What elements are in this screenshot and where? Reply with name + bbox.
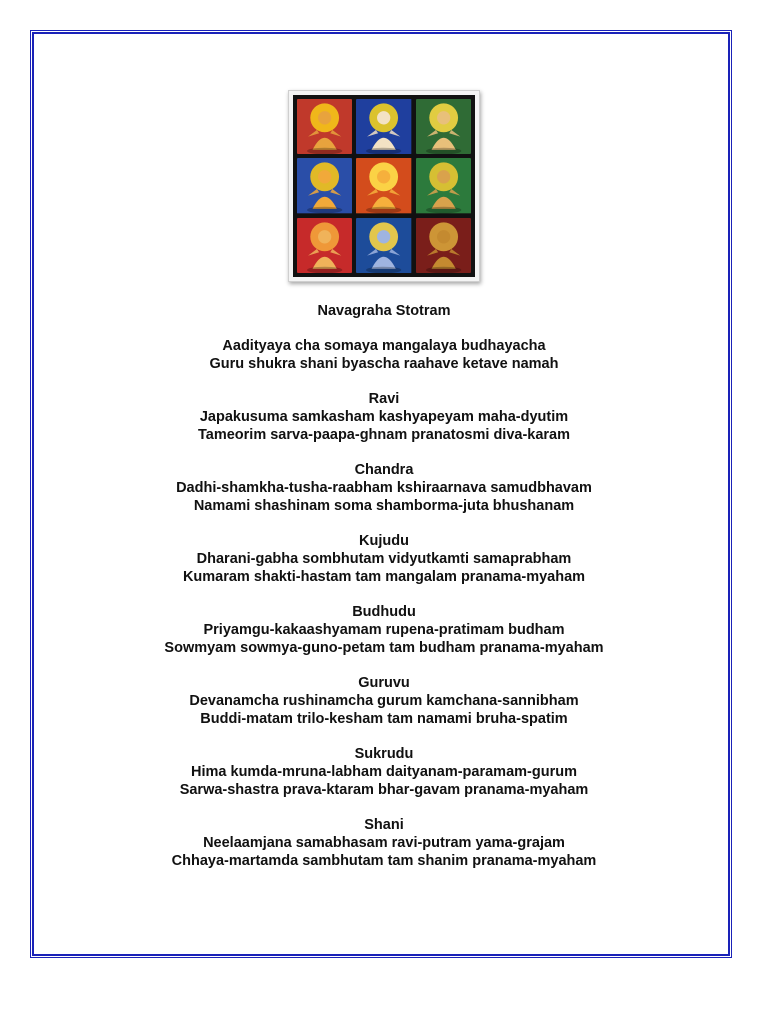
verse-line: Sowmyam sowmya-guno-petam tam budham pranama-myaham <box>164 640 604 656</box>
deity-tile <box>416 158 471 213</box>
verse-line: Sarwa-shastra prava-ktaram bhar-gavam pranama-myaham <box>179 782 589 798</box>
stanza-ravi <box>34 390 734 444</box>
verse-line: Tameorim sarva-paapa-ghnam pranatosmi diva-karam <box>197 427 571 443</box>
intro-line: Guru shukra shani byascha raahave ketave namah <box>209 356 559 372</box>
stanza-heading: Guruvu <box>358 675 410 691</box>
verse-line: Devanamcha rushinamcha gurum kamchana-sannibham <box>189 693 579 709</box>
stanza-sukrudu <box>34 745 734 799</box>
deity-tile <box>356 158 411 213</box>
deity-tile <box>416 99 471 154</box>
stanza-heading: Ravi <box>368 391 400 407</box>
deity-tile <box>356 99 411 154</box>
verse-line: Dadhi-shamkha-tusha-raabham kshiraarnava samudbhavam <box>176 480 592 496</box>
verse-line: Namami shashinam soma shamborma-juta bhushanam <box>193 498 575 514</box>
verse-line: Neelaamjana samabhasam ravi-putram yama-grajam <box>203 835 565 851</box>
stanza-budhudu <box>34 603 734 657</box>
verse-line: Hima kumda-mruna-labham daityanam-paramam-gurum <box>191 764 577 780</box>
stanza-chandra <box>34 461 734 515</box>
stanza-heading: Budhudu <box>352 604 416 620</box>
title-text: Navagraha Stotram <box>317 303 451 319</box>
verse-line: Priyamgu-kakaashyamam rupena-pratimam budham <box>203 622 565 638</box>
stanza-heading: Sukrudu <box>354 746 414 762</box>
verse-line: Japakusuma samkasham kashyapeyam maha-dyutim <box>199 409 569 425</box>
deity-tile <box>297 99 352 154</box>
stanza-guruvu <box>34 674 734 728</box>
stanza-heading: Shani <box>364 817 404 833</box>
verse-line: Kumaram shakti-hastam tam mangalam pranama-myaham <box>182 569 586 585</box>
deity-tile <box>416 218 471 273</box>
deity-tile <box>297 158 352 213</box>
verse-line: Chhaya-martamda sambhutam tam shanim pranama-myaham <box>171 853 597 869</box>
stanza-heading: Chandra <box>354 462 414 478</box>
stanza-kujudu <box>34 532 734 586</box>
deity-tile <box>297 218 352 273</box>
deity-tile-grid <box>293 95 475 277</box>
intro-line: Aadityaya cha somaya mangalaya budhayacha <box>222 338 546 354</box>
stotram-text <box>34 302 734 887</box>
verse-line: Dharani-gabha sombhutam vidyutkamti samaprabham <box>196 551 572 567</box>
verse-line: Buddi-matam trilo-kesham tam namami bruha-spatim <box>200 711 568 727</box>
intro-stanza <box>34 337 734 373</box>
stanza-heading: Kujudu <box>359 533 409 549</box>
navagraha-deities-image <box>288 90 480 282</box>
stanza-shani <box>34 816 734 870</box>
deity-tile <box>356 218 411 273</box>
document-title <box>34 302 734 320</box>
